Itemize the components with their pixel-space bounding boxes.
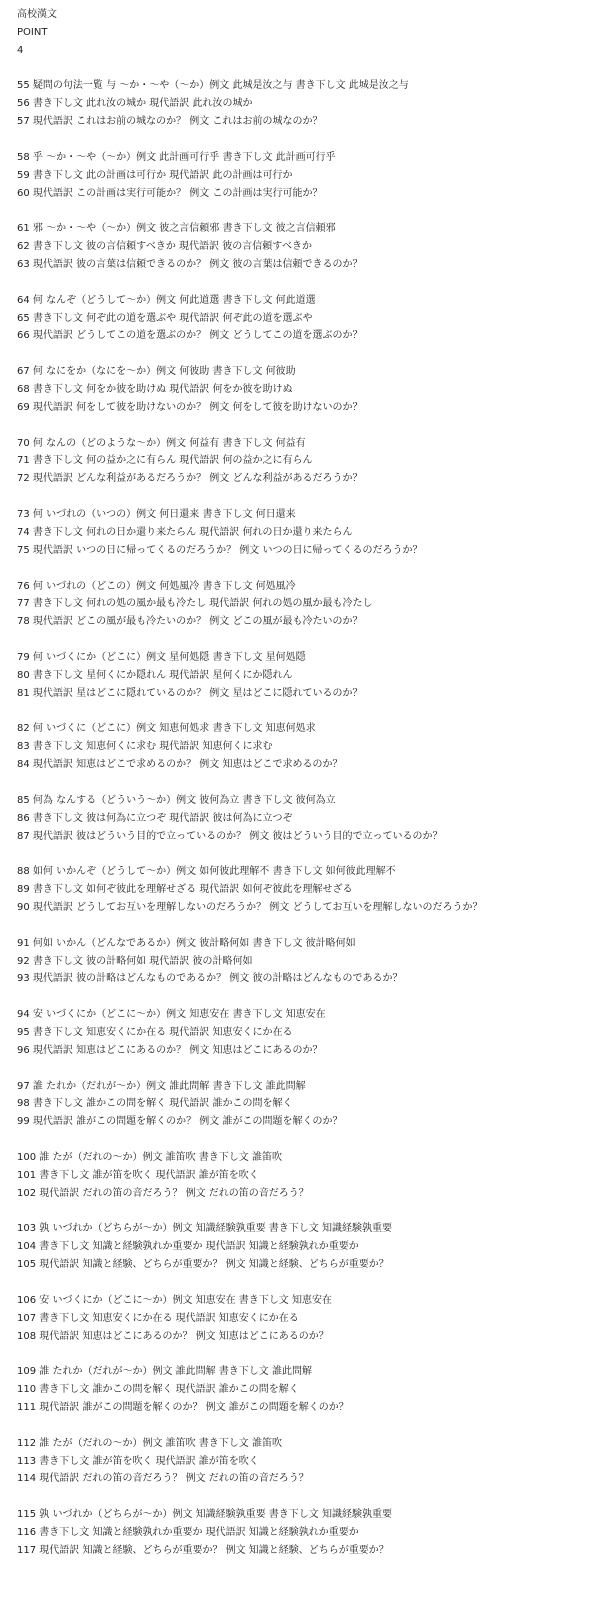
text-line: 115 孰 いづれか（どちらが〜か）例文 知識経験孰重要 書き下し文 知識経験孰重要: [17, 1509, 392, 1521]
text-line: 56 書き下し文 此れ汝の城か 現代語訳 此れ汝の城か: [17, 98, 253, 110]
text-line: 111 現代語訳 誰がこの問題を解くのか？ 例文 誰がこの問題を解くのか？: [17, 1402, 349, 1414]
text-line: 108 現代語訳 知恵はどこにあるのか？ 例文 知恵はどこにあるのか？: [17, 1330, 329, 1342]
entry-group: [17, 1220, 607, 1291]
entry-group: [17, 1149, 607, 1220]
entry-group: [17, 435, 607, 506]
text-line: 67 何 なにをか（なにを〜か）例文 何彼助 書き下し文 何彼助: [17, 366, 296, 378]
text-line: 94 安 いづくにか（どこに〜か）例文 知恵安在 書き下し文 知恵安在: [17, 1009, 326, 1021]
text-line: 106 安 いづくにか（どこに〜か）例文 知恵安在 書き下し文 知恵安在: [17, 1294, 332, 1306]
entry-list: [17, 77, 607, 1559]
spacer: [17, 60, 607, 78]
document-subtitle: POINT: [17, 26, 48, 38]
text-line: 95 書き下し文 知恵安くにか在る 現代語訳 知恵安くにか在る: [17, 1026, 293, 1038]
text-line: 96 現代語訳 知恵はどこにあるのか？ 例文 知恵はどこにあるのか？: [17, 1044, 323, 1056]
text-line: 72 現代語訳 どんな利益があるだろうか？ 例文 どんな利益があるだろうか？: [17, 473, 363, 485]
spacer: [17, 1488, 607, 1506]
text-line: 101 書き下し文 誰が笛を吹く 現代語訳 誰が笛を吹く: [17, 1169, 259, 1181]
entry-group: [17, 220, 607, 291]
text-line: 105 現代語訳 知識と経験、どちらが重要か？ 例文 知識と経験、どちらが重要か？: [17, 1259, 389, 1271]
text-line: 58 乎 〜か・〜や（〜か）例文 此計画可行乎 書き下し文 此計画可行乎: [17, 151, 336, 163]
spacer: [17, 488, 607, 506]
text-line: 85 何為 なんする（どういう〜か）例文 彼何為立 書き下し文 彼何為立: [17, 794, 336, 806]
text-line: 99 現代語訳 誰がこの問題を解くのか？ 例文 誰がこの問題を解くのか？: [17, 1116, 343, 1128]
text-line: 64 何 なんぞ（どうして〜か）例文 何此道選 書き下し文 何此道選: [17, 294, 316, 306]
entry-group: [17, 1078, 607, 1149]
document-title: 高校漢文: [17, 9, 57, 20]
text-line: 86 書き下し文 彼は何為に立つぞ 現代語訳 彼は何為に立つぞ: [17, 812, 293, 824]
entry-group: [17, 1006, 607, 1077]
text-line: 91 何如 いかん（どんなであるか）例文 彼計略何如 書き下し文 彼計略何如: [17, 937, 356, 949]
document-page: [17, 6, 607, 1560]
spacer: [17, 631, 607, 649]
text-line: 66 現代語訳 どうしてこの道を選ぶのか？ 例文 どうしてこの道を選ぶのか？: [17, 330, 363, 342]
spacer: [17, 1274, 607, 1292]
text-line: 74 書き下し文 何れの日か還り来たらん 現代語訳 何れの日か還り来たらん: [17, 526, 353, 538]
document-number: 4: [17, 44, 24, 56]
spacer: [17, 202, 607, 220]
text-line: 109 誰 たれか（だれが〜か）例文 誰此問解 書き下し文 誰此問解: [17, 1366, 312, 1378]
spacer: [17, 703, 607, 721]
text-line: 89 書き下し文 如何ぞ彼此を理解せざる 現代語訳 如何ぞ彼此を理解せざる: [17, 884, 353, 896]
text-line: 70 何 なんの（どのような〜か）例文 何益有 書き下し文 何益有: [17, 437, 306, 449]
text-line: 62 書き下し文 彼の言信頼すべきか 現代語訳 彼の言信頼すべきか: [17, 241, 313, 253]
text-line: 107 書き下し文 知恵安くにか在る 現代語訳 知恵安くにか在る: [17, 1312, 299, 1324]
text-line: 113 書き下し文 誰が笛を吹く 現代語訳 誰が笛を吹く: [17, 1455, 259, 1467]
entry-group: [17, 1363, 607, 1434]
text-line: 73 何 いづれの（いつの）例文 何日還来 書き下し文 何日還来: [17, 509, 296, 521]
spacer: [17, 131, 607, 149]
spacer: [17, 417, 607, 435]
entry-group: [17, 649, 607, 720]
text-line: 116 書き下し文 知識と経験孰れか重要か 現代語訳 知識と経験孰れか重要か: [17, 1527, 359, 1539]
text-line: 65 書き下し文 何ぞ此の道を選ぶや 現代語訳 何ぞ此の道を選ぶや: [17, 312, 313, 324]
text-line: 103 孰 いづれか（どちらが〜か）例文 知識経験孰重要 書き下し文 知識経験孰重要: [17, 1223, 392, 1235]
text-line: 114 現代語訳 だれの笛の音だろう？ 例文 だれの笛の音だろう？: [17, 1473, 309, 1485]
text-line: 77 書き下し文 何れの処の風か最も冷たし 現代語訳 何れの処の風か最も冷たし: [17, 598, 373, 610]
spacer: [17, 1417, 607, 1435]
spacer: [17, 845, 607, 863]
spacer: [17, 917, 607, 935]
text-line: 98 書き下し文 誰かこの問を解く 現代語訳 誰かこの問を解く: [17, 1098, 293, 1110]
text-line: 117 現代語訳 知識と経験、どちらが重要か？ 例文 知識と経験、どちらが重要か？: [17, 1544, 389, 1556]
entry-group: [17, 935, 607, 1006]
entry-group: [17, 77, 607, 148]
text-line: 83 書き下し文 知恵何くに求む 現代語訳 知恵何くに求む: [17, 741, 273, 753]
entry-group: [17, 578, 607, 649]
text-line: 76 何 いづれの（どこの）例文 何処風冷 書き下し文 何処風冷: [17, 580, 296, 592]
spacer: [17, 345, 607, 363]
text-line: 90 現代語訳 どうしてお互いを理解しないのだろうか？ 例文 どうしてお互いを理解しないのだろうか？: [17, 901, 483, 913]
text-line: 55 疑問の句法一覧 与 〜か・〜や（〜か）例文 此城是汝之与 書き下し文 此城是汝之与: [17, 80, 409, 92]
text-line: 93 現代語訳 彼の計略はどんなものであるか？ 例文 彼の計略はどんなものであるか？: [17, 973, 403, 985]
text-line: 78 現代語訳 どこの風が最も冷たいのか？ 例文 どこの風が最も冷たいのか？: [17, 616, 363, 628]
text-line: 87 現代語訳 彼はどういう目的で立っているのか？ 例文 彼はどういう目的で立っているのか？: [17, 830, 443, 842]
text-line: 112 誰 たが（だれの〜か）例文 誰笛吹 書き下し文 誰笛吹: [17, 1437, 282, 1449]
spacer: [17, 774, 607, 792]
spacer: [17, 1060, 607, 1078]
text-line: 60 現代語訳 この計画は実行可能か？ 例文 この計画は実行可能か？: [17, 187, 323, 199]
text-line: 104 書き下し文 知識と経験孰れか重要か 現代語訳 知識と経験孰れか重要か: [17, 1241, 359, 1253]
text-line: 59 書き下し文 此の計画は可行か 現代語訳 此の計画は可行か: [17, 169, 293, 181]
entry-group: [17, 1292, 607, 1363]
entry-group: [17, 292, 607, 363]
entry-group: [17, 863, 607, 934]
text-line: 68 書き下し文 何をか彼を助けぬ 現代語訳 何をか彼を助けぬ: [17, 384, 293, 396]
text-line: 75 現代語訳 いつの日に帰ってくるのだろうか？ 例文 いつの日に帰ってくるのだろうか？: [17, 544, 423, 556]
text-line: 110 書き下し文 誰かこの問を解く 現代語訳 誰かこの問を解く: [17, 1384, 299, 1396]
spacer: [17, 988, 607, 1006]
text-line: 102 現代語訳 だれの笛の音だろう？ 例文 だれの笛の音だろう？: [17, 1187, 309, 1199]
entry-group: [17, 1435, 607, 1506]
entry-group: [17, 720, 607, 791]
entry-group: [17, 792, 607, 863]
text-line: 92 書き下し文 彼の計略何如 現代語訳 彼の計略何如: [17, 955, 253, 967]
text-line: 57 現代語訳 これはお前の城なのか？ 例文 これはお前の城なのか？: [17, 116, 323, 128]
entry-group: [17, 149, 607, 220]
text-line: 71 書き下し文 何の益か之に有らん 現代語訳 何の益か之に有らん: [17, 455, 313, 467]
text-line: 79 何 いづくにか（どこに）例文 星何処隠 書き下し文 星何処隠: [17, 651, 306, 663]
spacer: [17, 1131, 607, 1149]
spacer: [17, 1203, 607, 1221]
text-line: 80 書き下し文 星何くにか隠れん 現代語訳 星何くにか隠れん: [17, 669, 293, 681]
text-line: 82 何 いづくに（どこに）例文 知恵何処求 書き下し文 知恵何処求: [17, 723, 316, 735]
spacer: [17, 1345, 607, 1363]
text-line: 84 現代語訳 知恵はどこで求めるのか？ 例文 知恵はどこで求めるのか？: [17, 759, 343, 771]
entry-group: [17, 363, 607, 434]
text-line: 63 現代語訳 彼の言葉は信頼できるのか？ 例文 彼の言葉は信頼できるのか？: [17, 259, 363, 271]
entry-group: [17, 506, 607, 577]
spacer: [17, 274, 607, 292]
text-line: 88 如何 いかんぞ（どうして〜か）例文 如何彼此理解不 書き下し文 如何彼此理解不: [17, 866, 396, 878]
text-line: 61 邪 〜か・〜や（〜か）例文 彼之言信頼邪 書き下し文 彼之言信頼邪: [17, 223, 336, 235]
text-line: 97 誰 たれか（だれが〜か）例文 誰此問解 書き下し文 誰此問解: [17, 1080, 306, 1092]
text-line: 100 誰 たが（だれの〜か）例文 誰笛吹 書き下し文 誰笛吹: [17, 1152, 282, 1163]
text-line: 69 現代語訳 何をして彼を助けないのか？ 例文 何をして彼を助けないのか？: [17, 401, 363, 413]
entry-group: [17, 1506, 607, 1560]
spacer: [17, 560, 607, 578]
text-line: 81 現代語訳 星はどこに隠れているのか？ 例文 星はどこに隠れているのか？: [17, 687, 363, 699]
